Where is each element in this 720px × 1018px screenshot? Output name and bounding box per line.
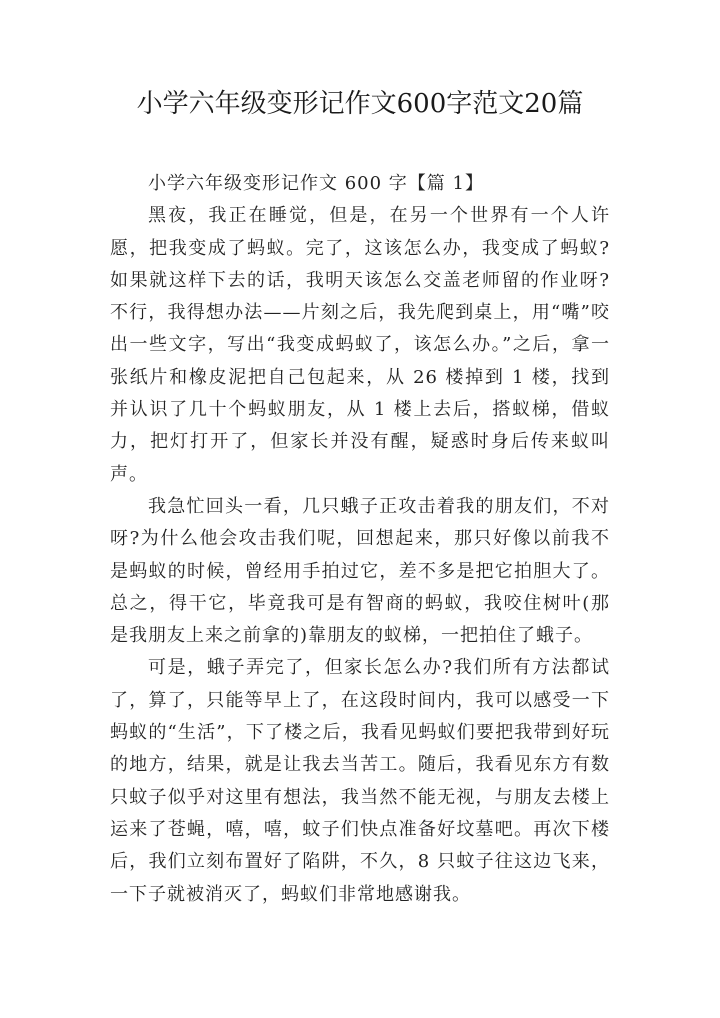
paragraph: 黑夜，我正在睡觉，但是，在另一个世界有一个人许愿，把我变成了蚂蚁。完了，这该怎么办，我变成了蚂蚁?如果就这样下去的话，我明天该怎么交盖老师留的作业呀?不行，我得想办法——片刻之后，我先爬到桌上，用“嘴”咬出一些文字，写出“我变成蚂蚁了，该怎么办。”之后，拿一张纸片和橡皮泥把自己包起来，从 26 楼掉到 1 楼，找到并认识了几十个蚂蚁朋友，从 1 楼上去后，搭蚁梯，借蚁力，把灯打开了，但家长并没有醒，疑惑时身后传来蚁叫声。: [110, 205, 610, 485]
section-heading: 小学六年级变形记作文 600 字【篇 1】: [148, 173, 484, 194]
paragraph: 可是，蛾子弄完了，但家长怎么办?我们所有方法都试了，算了，只能等早上了，在这段时间内，我可以感受一下蚂蚁的“生活”，下了楼之后，我看见蚂蚁们要把我带到好玩的地方，结果，就是让我去当苦工。随后，我看见东方有数只蚊子似乎对这里有想法，我当然不能无视，与朋友去楼上运来了苍蝇，嘻，嘻，蚊子们快点准备好坟墓吧。再次下楼后，我们立刻布置好了陷阱，不久，8 只蚊子往这边飞来，一下子就被消灭了，蚂蚁们非常地感谢我。: [110, 657, 610, 905]
document-title: 小学六年级变形记作文600字范文20篇: [136, 89, 584, 119]
document-body: [110, 168, 610, 911]
paragraph: 我急忙回头一看，几只蛾子正攻击着我的朋友们，不对呀?为什么他会攻击我们呢，回想起来，那只好像以前我不是蚂蚁的时候，曾经用手拍过它，差不多是把它拍胆大了。总之，得干它，毕竟我可是有智商的蚂蚁，我咬住树叶(那是我朋友上来之前拿的)靠朋友的蚁梯，一把拍住了蛾子。: [110, 495, 610, 647]
